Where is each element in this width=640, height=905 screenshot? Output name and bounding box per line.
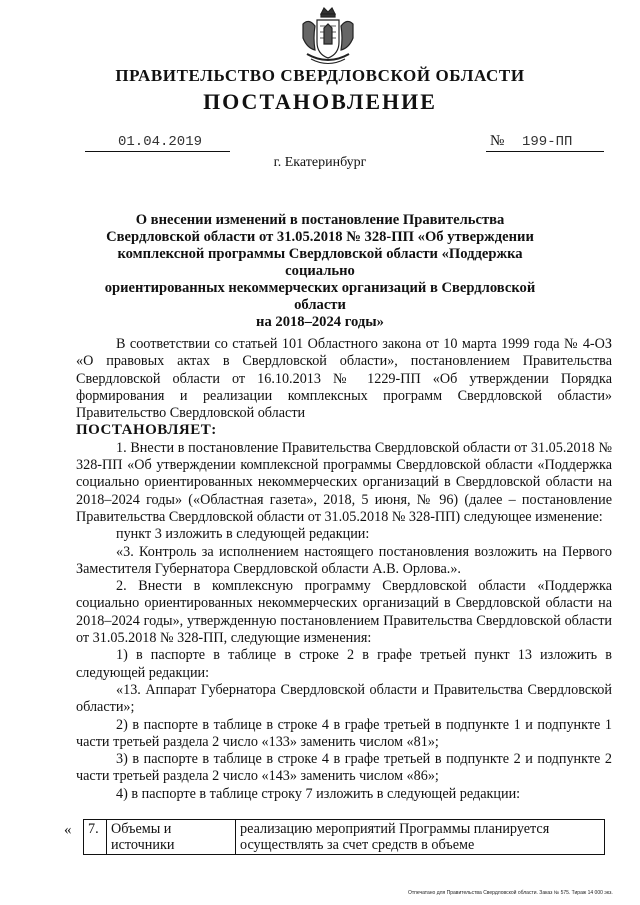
- row-text-line: осуществлять за счет средств в объеме: [240, 837, 475, 853]
- document-date: 01.04.2019: [118, 134, 203, 150]
- organization-title: ПРАВИТЕЛЬСТВО СВЕРДЛОВСКОЙ ОБЛАСТИ: [115, 66, 525, 85]
- document-type: ПОСТАНОВЛЕНИЕ: [203, 89, 437, 114]
- row-label-line: источники: [111, 837, 175, 853]
- row-label-cell: [107, 820, 236, 855]
- heading-line: комплексной программы Свердловской области «Поддержка социально: [117, 246, 523, 279]
- table-row: [84, 820, 605, 855]
- heading-line: на 2018–2024 годы»: [256, 314, 384, 330]
- passport-table: [83, 819, 605, 855]
- row-number-cell: 7.: [84, 820, 107, 855]
- coat-of-arms-icon: [295, 4, 361, 70]
- document-heading: [92, 212, 548, 331]
- row-text-line: реализацию мероприятий Программы планируется: [240, 821, 550, 837]
- number-label: №: [490, 133, 505, 149]
- paragraph-2-3: 3) в паспорте в таблице в строке 4 в графе третьей в подпункте 2 и подпункте 2 части третьей раздела 2 число «143» заменить числом «86»;: [76, 751, 612, 785]
- heading-line: О внесении изменений в постановление Правительства: [135, 212, 505, 228]
- paragraph-2-1: 1) в паспорте в таблице в строке 2 в графе третьей пункт 13 изложить в следующей редакции:: [76, 647, 612, 681]
- paragraph-2-2: 2) в паспорте в таблице в строке 4 в графе третьей в подпункте 1 и подпункте 1 части третьей раздела 2 число «133» заменить числом «81»;: [76, 716, 612, 750]
- paragraph-2-4: 4) в паспорте в таблице строку 7 изложить в следующей редакции:: [116, 785, 521, 802]
- document-number: 199-ПП: [522, 134, 573, 150]
- row-label-line: Объемы и: [111, 821, 172, 837]
- document-city: г. Екатеринбург: [273, 155, 367, 170]
- heading-line: Свердловской области от 31.05.2018 № 328-ПП «Об утверждении: [106, 229, 534, 245]
- paragraph-1b: «3. Контроль за исполнением настоящего постановления возложить на Первого Заместителя Губернатора Свердловской области А.В. Орлова.».: [76, 543, 612, 577]
- row-text-cell: [236, 820, 605, 855]
- paragraph-2: 2. Внести в комплексную программу Свердловской области «Поддержка социально ориентированных некоммерческих организаций в Свердловской области на 2018–2024 годы», утвержденную постановлением Правительства Свердловской области от 31.05.2018 № 328-ПП, следующие изменения:: [76, 578, 612, 647]
- preamble-paragraph: В соответствии со статьей 101 Областного закона от 10 марта 1999 года № 4-ОЗ «О правовых актах в Свердловской области», постановлением Правительства Свердловской области от 16.10.2013 № 1229-ПП «Об утверждении Порядка формирования и реализации комплексных программ Свердловской области» Правительство Свердловской области: [76, 336, 612, 422]
- document-body: [76, 336, 612, 803]
- number-underline: [486, 151, 604, 152]
- table-open-quote: «: [64, 822, 72, 838]
- heading-line: ориентированных некоммерческих организаций в Свердловской области: [104, 280, 536, 313]
- resolves-heading: ПОСТАНОВЛЯЕТ:: [76, 422, 217, 439]
- paragraph-2-1a: «13. Аппарат Губернатора Свердловской области и Правительства Свердловской области»;: [76, 681, 612, 716]
- date-underline: [85, 151, 230, 152]
- print-footer-note: Отпечатано для Правительства Свердловской области. Заказ № 575. Тираж 14 000 экз.: [408, 890, 613, 896]
- paragraph-1: 1. Внести в постановление Правительства Свердловской области от 31.05.2018 № 328-ПП «Об утверждении комплексной программы Свердловской области «Поддержка социально ориентированных некоммерческих организаций в Свердловской области на 2018–2024 годы» («Областная газета», 2018, 5 июня, № 96) (далее – постановление Правительства Свердловской области от 31.05.2018 № 328-ПП) следующее изменение:: [76, 439, 612, 525]
- paragraph-1a: пункт 3 изложить в следующей редакции:: [116, 526, 370, 543]
